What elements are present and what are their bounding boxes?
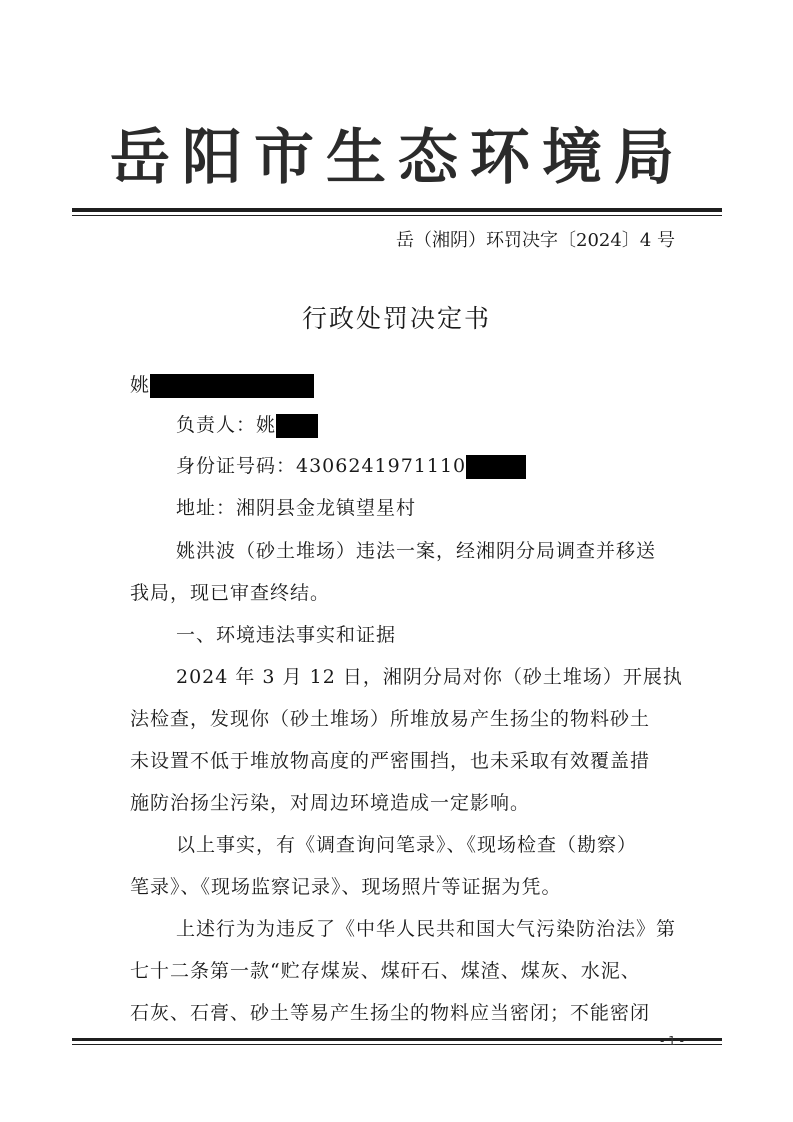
body-line: 七十二条第一款“贮存煤炭、煤矸石、煤渣、煤灰、水泥、 [130, 960, 641, 982]
header-rule-thin [72, 215, 722, 216]
body-line: 姚洪波（砂土堆场）违法一案，经湘阴分局调查并移送 [176, 540, 657, 562]
issuing-authority-title: 岳阳市生态环境局 [110, 123, 686, 193]
document-number: 岳（湘阴）环罚决字〔2024〕4 号 [396, 230, 675, 251]
redaction-block [150, 374, 314, 398]
body-line: 我局，现已审查终结。 [130, 582, 331, 604]
body-line: 法检查，发现你（砂土堆场）所堆放易产生扬尘的物料砂土 [130, 708, 651, 730]
address-line: 地址：湘阴县金龙镇望星村 [176, 497, 417, 519]
body-line: 2024 年 3 月 12 日，湘阴分局对你（砂土堆场）开展执 [176, 666, 683, 688]
page-number: - 1 - [660, 1034, 684, 1048]
footer-rule-thick [72, 1038, 722, 1041]
document-title: 行政处罚决定书 [301, 304, 491, 333]
body-line: 石灰、石膏、砂土等易产生扬尘的物料应当密闭；不能密闭 [130, 1002, 651, 1024]
id-number-line [176, 453, 526, 479]
redaction-block [466, 455, 526, 479]
id-number-text: 身份证号码：4306241971110 [176, 455, 467, 477]
body-line: 以上事实，有《调查询问笔录》、《现场检查（勘察） [176, 834, 638, 856]
responsible-person-text: 负责人：姚 [176, 414, 277, 436]
body-line: 未设置不低于堆放物高度的严密围挡，也未采取有效覆盖措 [130, 750, 651, 772]
body-line: 笔录》、《现场监察记录》、现场照片等证据为凭。 [130, 876, 562, 898]
body-line: 上述行为为违反了《中华人民共和国大气污染防治法》第 [176, 918, 677, 940]
header-rule-thick [72, 208, 722, 212]
party-name-line [130, 372, 314, 398]
party-name-prefix: 姚 [130, 374, 151, 396]
section-heading: 一、环境违法事实和证据 [176, 624, 397, 646]
footer-rule-thin [72, 1044, 722, 1045]
responsible-person-line [176, 412, 318, 438]
body-line: 施防治扬尘污染，对周边环境造成一定影响。 [130, 792, 531, 814]
redaction-block [276, 414, 318, 438]
